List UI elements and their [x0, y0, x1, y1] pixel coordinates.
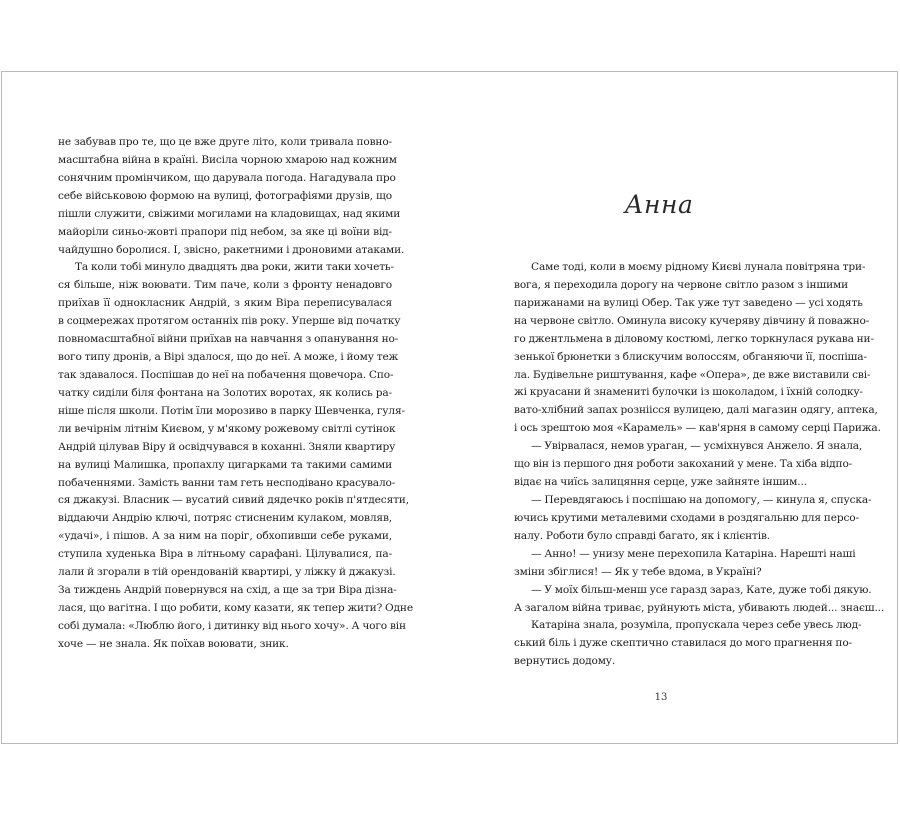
text-line: сонячним промінчиком, що дарувала погода. Нагадувала про: [58, 171, 396, 184]
text-line: Катаріна знала, розуміла, пропускала через себе увесь люд-: [531, 619, 862, 632]
text-line: вога, я переходила дорогу на червоне світло разом з іншими: [514, 278, 848, 291]
left-page-body: [58, 134, 413, 654]
left-page: [2, 72, 451, 743]
text-line: відає на чиїсь залицяння серце, уже зайняте іншим...: [514, 476, 807, 489]
text-line: ступила худенька Віра в літньому сарафані. Цілувалися, па-: [58, 548, 392, 561]
text-line: вого типу дронів, а Вірі здалося, що до неї. А може, і йому теж: [58, 351, 399, 364]
text-line: хоче — не знала. Як поїхав воювати, зник.: [58, 637, 289, 650]
text-line: і ось зрештою моя «Карамель» — кав'ярня в самому серці Парижа.: [514, 422, 881, 435]
text-line: лали й згорали в тій орендованій квартирі, у ліжку й джакузі.: [58, 566, 396, 579]
text-line: в соцмережах протягом останніх пів року. Уперше від початку: [58, 315, 401, 328]
text-line: себе військовою формою на вулиці, фотографіями друзів, що: [58, 189, 392, 202]
text-line: жі круасани й знамениті булочки із шоколадом, і їхній солодку-: [514, 386, 863, 399]
text-line: За тиждень Андрій повернувся на схід, а ще за три Віра дізна-: [58, 584, 397, 597]
text-line: го джентльмена в діловому костюмі, легко торкнулася рукава ни-: [514, 332, 874, 345]
text-line: вернутись додому.: [514, 655, 616, 668]
text-line: — Увірвалася, немов ураган, — усміхнувся Анжело. Я знала,: [531, 440, 863, 453]
text-line: парижанами на вулиці Обер. Так уже тут заведено — усі ходять: [514, 296, 863, 309]
text-line: Саме тоді, коли в моєму рідному Києві лунала повітряна три-: [531, 261, 866, 273]
text-line: — У моїх більш-менш усе гаразд зараз, Кате, дуже тобі дякую.: [531, 583, 872, 596]
text-line: Андрій цілував Віру й освідчувався в коханні. Зняли квартиру: [58, 440, 396, 453]
text-line: — Перевдягаюсь і поспішаю на допомогу, — кинула я, спуска-: [531, 493, 872, 506]
right-page: [451, 72, 899, 743]
text-line: майоріли синьо-жовті прапори під небом, за яке ці воїни від-: [58, 225, 392, 238]
text-line: побаченнями. Замість ванни там геть несподівано красувало-: [58, 476, 396, 489]
text-line: чатку сиділи біля фонтана на Золотих воротах, як колись ра-: [58, 386, 392, 399]
text-line: приїхав її однокласник Андрій, з яким Віра переписувалася: [58, 297, 392, 310]
text-line: зміни збіглися! — Як у тебе вдома, в Україні?: [514, 565, 762, 578]
text-line: повномасштабної війни приїхав на навчання з опанування но-: [58, 333, 399, 346]
text-line: ючись крутими металевими сходами в роздягальню для персо-: [514, 511, 859, 524]
text-line: вато-хлібний запах розніісся вулицею, далі магазин одягу, аптека,: [514, 404, 878, 417]
text-line: зенької брюнетки з блискучим волоссям, обганяючи її, поспіша-: [514, 350, 867, 363]
text-line: так здавалося. Поспішав до неї на побачення щовечора. Спо-: [58, 368, 394, 381]
text-line: собі думала: «Люблю його, і дитинку від нього хочу». А чого він: [58, 619, 406, 632]
text-line: «удачі», і пішов. А за ним на поріг, обхопивши себе руками,: [58, 530, 392, 543]
text-line: на червоне світло. Оминула високу кучеряву дівчину й поважно-: [514, 314, 870, 327]
text-line: що він із першого дня роботи закоханий у мене. Та хіба відпо-: [514, 458, 853, 471]
text-line: ли вечірнім літнім Києвом, у м'якому рожевому світлі сутінок: [58, 422, 396, 435]
text-line: віддаючи Андрію ключі, потряс стисненим кулаком, мовляв,: [58, 512, 392, 525]
chapter-title: Анна: [624, 190, 694, 219]
text-line: ніше після школи. Потім їли морозиво в парку Шевченка, гуля-: [58, 404, 405, 417]
text-line: Та коли тобі минуло двадцять два роки, жити таки хочеть-: [75, 261, 394, 274]
text-line: — Анно! — унизу мене перехопила Катаріна. Нарешті наші: [531, 547, 856, 560]
text-line: ла. Будівельне риштування, кафе «Опера», де вже виставили сві-: [514, 368, 871, 381]
text-line: ський біль і дуже скептично ставилася до мого прагнення по-: [514, 637, 852, 650]
text-line: чайдушно боролися. І, звісно, ракетними і дроновими атаками.: [58, 243, 405, 256]
book-spread: [1, 71, 898, 744]
text-line: налу. Роботи було справді багато, як і клієнтів.: [514, 529, 771, 542]
right-page-body: [514, 259, 885, 671]
text-line: ся більше, ніж воювати. Тим паче, коли з фронту ненадовго: [58, 279, 392, 292]
text-line: лася, що вагітна. І що робити, кому казати, як тепер жити? Одне: [58, 601, 413, 614]
text-line: А загалом війна триває, руйнують міста, убивають людей... знаєш...: [514, 601, 885, 614]
text-line: ся джакузі. Власник — вусатий сивий дядечко років п'ятдесяти,: [58, 494, 409, 507]
text-line: масштабна війна в країні. Висіла чорною хмарою над кожним: [58, 153, 397, 166]
text-line: пішли служити, свіжими могилами на кладовищах, над якими: [58, 207, 401, 220]
page-number: 13: [654, 692, 668, 703]
text-line: не забував про те, що це вже друге літо, коли тривала повно-: [58, 136, 392, 148]
text-line: на вулиці Малишка, пропахлу цигарками та такими самими: [58, 458, 392, 471]
